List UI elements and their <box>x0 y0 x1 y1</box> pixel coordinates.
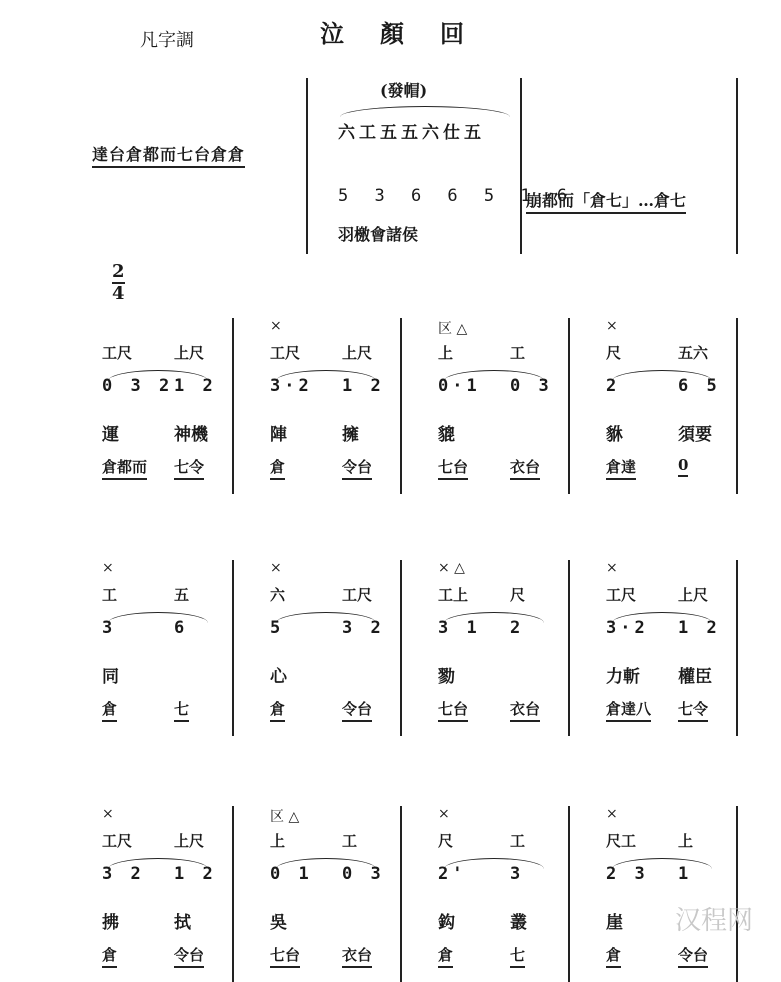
gongche-notation: 尺 <box>606 344 622 362</box>
slur <box>340 106 510 117</box>
percussion-notation: 0 <box>678 456 688 477</box>
percussion-notation: 七台 <box>270 944 300 968</box>
numbered-notation: 0 1 <box>270 864 313 884</box>
percussion-notation: 衣台 <box>342 944 372 968</box>
barline <box>400 318 402 494</box>
lyric: 貅 <box>606 425 623 445</box>
barline <box>568 318 570 494</box>
lyric: 崖 <box>606 913 623 933</box>
slur <box>276 370 376 381</box>
lyric: 神機 <box>174 425 208 445</box>
slur <box>108 370 208 381</box>
gongche-notation: 上 <box>438 344 454 362</box>
percussion-notation: 七 <box>510 944 525 968</box>
percussion-notation: 七台 <box>438 698 468 722</box>
numbered-notation: 1 2 <box>342 376 385 396</box>
percussion-notation: 七 <box>174 698 189 722</box>
beat-marks: 区 △ <box>270 809 300 825</box>
lyric: 拂 <box>102 913 119 933</box>
numbered-notation: 0 3 <box>342 864 385 884</box>
lyric: 吳 <box>270 913 287 933</box>
lyric: 鈎 <box>438 913 455 933</box>
beat-marks: 区 △ <box>438 321 468 337</box>
intro-fachang: (發帽) <box>380 81 428 100</box>
numbered-notation: 3·2 <box>270 376 313 396</box>
percussion-notation: 倉 <box>270 698 285 722</box>
numbered-notation: 1 2 <box>174 376 217 396</box>
beat-marks: × <box>102 560 114 576</box>
barline <box>568 806 570 982</box>
gongche-notation: 工上 <box>438 586 469 604</box>
lyric: 擁 <box>342 425 359 445</box>
slur <box>444 858 544 869</box>
time-signature-top: 2 <box>112 261 125 282</box>
slur <box>108 612 208 623</box>
gongche-notation: 上 <box>678 832 694 850</box>
percussion-notation: 衣台 <box>510 698 540 722</box>
beat-marks: × <box>438 806 450 822</box>
barline <box>232 318 234 494</box>
beat-marks: × <box>270 560 282 576</box>
numbered-notation: 0·1 <box>438 376 481 396</box>
lyric: 同 <box>102 667 119 687</box>
slur <box>612 858 712 869</box>
slur <box>276 612 376 623</box>
gongche-notation: 上尺 <box>342 344 373 362</box>
numbered-notation: 2 <box>510 618 525 638</box>
barline <box>400 806 402 982</box>
percussion-notation: 倉達 <box>606 456 636 480</box>
lyric: 須要 <box>678 425 712 445</box>
barline <box>736 806 738 982</box>
intro-right-percussion: 崩都而「倉七」…倉七 <box>526 188 686 214</box>
beat-marks: × <box>270 318 282 334</box>
beat-marks: × <box>102 806 114 822</box>
barline <box>736 560 738 736</box>
percussion-notation: 衣台 <box>510 456 540 480</box>
gongche-notation: 工尺 <box>270 344 301 362</box>
gongche-notation: 工尺 <box>606 586 637 604</box>
percussion-notation: 倉 <box>606 944 621 968</box>
barline <box>736 318 738 494</box>
gongche-notation: 尺 <box>510 586 526 604</box>
numbered-notation: 1 2 <box>678 618 721 638</box>
beat-marks: × <box>606 560 618 576</box>
gongche-notation: 尺工 <box>606 832 637 850</box>
percussion-notation: 七令 <box>678 698 708 722</box>
numbered-notation: 0 3 <box>510 376 553 396</box>
lyric: 力斬 <box>606 667 640 687</box>
lyric: 勠 <box>438 667 455 687</box>
percussion-notation: 令台 <box>678 944 708 968</box>
percussion-notation: 倉 <box>102 944 117 968</box>
percussion-notation: 令台 <box>174 944 204 968</box>
percussion-notation: 令台 <box>342 698 372 722</box>
numbered-notation: 2' <box>438 864 467 884</box>
slur <box>444 370 544 381</box>
gongche-notation: 尺 <box>438 832 454 850</box>
page-title: 泣顏回 <box>320 19 500 48</box>
numbered-notation: 2 <box>606 376 621 396</box>
numbered-notation: 6 5 <box>678 376 721 396</box>
barline <box>568 560 570 736</box>
percussion-notation: 令台 <box>342 456 372 480</box>
barline <box>232 560 234 736</box>
numbered-notation: 3·2 <box>606 618 649 638</box>
beat-marks: × △ <box>438 560 465 576</box>
gongche-notation: 五六 <box>678 344 709 362</box>
numbered-notation: 6 <box>174 618 189 638</box>
gongche-notation: 上尺 <box>174 344 205 362</box>
barline <box>736 78 738 254</box>
gongche-notation: 上尺 <box>174 832 205 850</box>
lyric: 心 <box>270 667 287 687</box>
numbered-notation: 3 <box>510 864 525 884</box>
numbered-notation: 1 <box>678 864 693 884</box>
beat-marks: × <box>606 318 618 334</box>
intro-left-percussion: 達台倉都而七台倉倉 <box>92 142 245 168</box>
intro-numbers: 5 3 6 6 5 1 6 <box>338 186 576 206</box>
beat-marks: × <box>606 806 618 822</box>
gongche-notation: 工 <box>342 832 358 850</box>
lyric: 陣 <box>270 425 287 445</box>
percussion-notation: 倉 <box>102 698 117 722</box>
barline <box>232 806 234 982</box>
barline <box>520 78 522 254</box>
gongche-notation: 上 <box>270 832 286 850</box>
gongche-notation: 工尺 <box>102 832 133 850</box>
gongche-notation: 六 <box>270 586 286 604</box>
numbered-notation: 1 2 <box>174 864 217 884</box>
gongche-notation: 工尺 <box>342 586 373 604</box>
time-signature-bottom: 4 <box>112 283 125 304</box>
percussion-notation: 倉 <box>438 944 453 968</box>
slur <box>276 858 376 869</box>
numbered-notation: 0 3 2 <box>102 376 174 396</box>
numbered-notation: 3 <box>102 618 117 638</box>
lyric: 拭 <box>174 913 191 933</box>
slur <box>612 612 712 623</box>
gongche-notation: 上尺 <box>678 586 709 604</box>
lyric: 運 <box>102 425 119 445</box>
barline <box>400 560 402 736</box>
gongche-notation: 工 <box>510 344 526 362</box>
gongche-notation: 工 <box>510 832 526 850</box>
gongche-notation: 工 <box>102 586 118 604</box>
numbered-notation: 2 3 <box>606 864 649 884</box>
percussion-notation: 倉達八 <box>606 698 651 722</box>
key-label: 凡字調 <box>140 30 194 51</box>
gongche-notation: 工尺 <box>102 344 133 362</box>
percussion-notation: 倉 <box>270 456 285 480</box>
barline <box>306 78 308 254</box>
slur <box>612 370 712 381</box>
numbered-notation: 3 2 <box>102 864 145 884</box>
lyric: 權臣 <box>678 667 712 687</box>
lyric: 貔 <box>438 425 455 445</box>
slur <box>108 858 208 869</box>
percussion-notation: 七台 <box>438 456 468 480</box>
watermark: 汉程网 <box>674 906 753 936</box>
percussion-notation: 倉都而 <box>102 456 147 480</box>
time-signature <box>112 262 125 304</box>
percussion-notation: 七令 <box>174 456 204 480</box>
numbered-notation: 3 1 <box>438 618 481 638</box>
numbered-notation: 5 <box>270 618 285 638</box>
gongche-notation: 五 <box>174 586 190 604</box>
numbered-notation: 3 2 <box>342 618 385 638</box>
intro-lyric: 羽檄會諸侯 <box>338 225 419 244</box>
slur <box>444 612 544 623</box>
intro-gongche: 六工五五六仕五 <box>338 123 485 143</box>
lyric: 叢 <box>510 913 527 933</box>
